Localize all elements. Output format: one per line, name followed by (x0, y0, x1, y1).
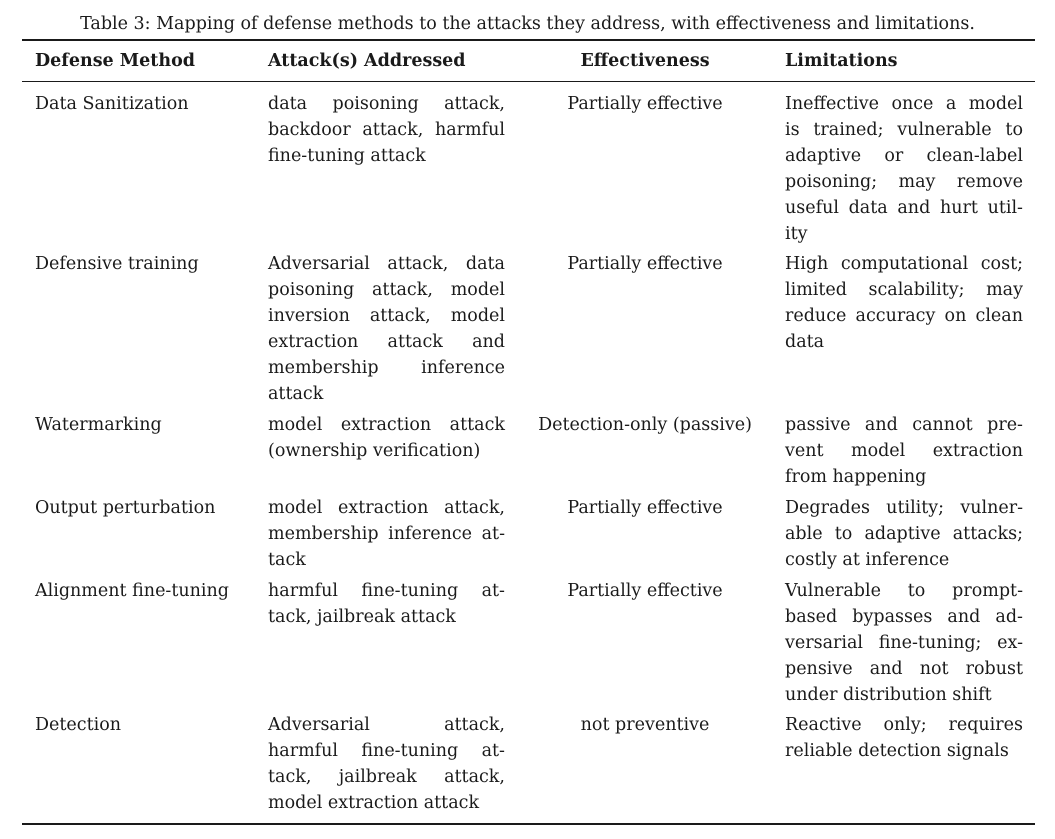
cell-line (785, 412, 1023, 438)
cell-line (268, 251, 505, 277)
word: fine-tuning (361, 741, 459, 761)
word: and (472, 332, 505, 352)
cell-line (268, 117, 505, 143)
word: inversion (268, 306, 350, 326)
word: may (898, 172, 936, 192)
table-caption: Table 3: Mapping of defense methods to the attacks they address, with effectiveness and limitations. (80, 14, 975, 34)
cell-line (785, 495, 1023, 521)
word: prompt- (952, 581, 1023, 601)
word: and (947, 607, 981, 627)
attacks-cell (268, 412, 505, 464)
word: computational (840, 254, 969, 274)
cell-line: costly at inference (785, 550, 950, 570)
word: data (465, 254, 505, 274)
word: model (850, 441, 906, 461)
word: poisoning; (785, 172, 878, 192)
word: is (785, 120, 800, 140)
top-rule (22, 39, 1035, 41)
cell-line (785, 195, 1023, 221)
defense-method-cell: Defensive training (35, 254, 199, 274)
word: not (919, 659, 949, 679)
attacks-cell (268, 578, 505, 630)
word: on (944, 306, 967, 326)
cell-line (785, 438, 1023, 464)
header-effectiveness: Effectiveness (580, 51, 710, 71)
word: vulnerable (897, 120, 992, 140)
cell-line (268, 712, 505, 738)
word: extraction (338, 498, 429, 518)
word: attack, (444, 498, 505, 518)
cell-line (785, 143, 1023, 169)
word: and (897, 198, 931, 218)
word: Vulnerable (785, 581, 881, 601)
word: Adversarial (268, 254, 370, 274)
word: able (785, 524, 823, 544)
word: membership (268, 524, 379, 544)
word: vulner- (960, 498, 1023, 518)
limitations-cell (785, 712, 1023, 764)
word: harmful (268, 741, 339, 761)
word: cost; (980, 254, 1023, 274)
word: based (785, 607, 838, 627)
attacks-cell (268, 495, 505, 573)
word: at- (481, 524, 505, 544)
word: may (986, 280, 1023, 300)
word: model (968, 94, 1023, 114)
word: adaptive (864, 524, 941, 544)
defense-method-cell: Detection (35, 715, 122, 735)
word: extraction (932, 441, 1023, 461)
word: clean (975, 306, 1023, 326)
word: hurt (939, 198, 978, 218)
defense-method-cell: Alignment fine-tuning (35, 581, 229, 601)
defense-method-cell: Watermarking (35, 415, 162, 435)
cell-line (785, 303, 1023, 329)
word: inference (388, 524, 472, 544)
word: and (864, 415, 898, 435)
cell-line: reliable detection signals (785, 741, 1009, 761)
word: or (884, 146, 904, 166)
word: accuracy (855, 306, 936, 326)
header-attacks-addressed: Attack(s) Addressed (268, 51, 466, 71)
word: fine-tuning (361, 581, 459, 601)
word: extraction (340, 415, 432, 435)
word: Degrades (785, 498, 870, 518)
word: and (869, 659, 903, 679)
word: at- (481, 581, 505, 601)
word: attack (449, 415, 505, 435)
word: pensive (785, 659, 853, 679)
word: model (450, 280, 505, 300)
word: model (450, 306, 505, 326)
limitations-cell (785, 251, 1023, 355)
word: attack, (372, 280, 433, 300)
word: once (891, 94, 934, 114)
word: poisoning (332, 94, 419, 114)
word: attacks; (952, 524, 1023, 544)
cell-line (268, 355, 505, 381)
word: fine-tuning; (878, 633, 982, 653)
cell-line: fine-tuning attack (268, 146, 426, 166)
limitations-cell (785, 495, 1023, 573)
word: attack, (387, 254, 449, 274)
bottom-rule (22, 823, 1035, 825)
word: harmful (268, 581, 339, 601)
cell-line: ity (785, 224, 808, 244)
cell-line (268, 738, 505, 764)
word: bypasses (852, 607, 933, 627)
defense-method-cell: Data Sanitization (35, 94, 189, 114)
word: robust (965, 659, 1023, 679)
cell-line: tack, jailbreak attack (268, 607, 456, 627)
cell-line (785, 578, 1023, 604)
word: jailbreak (338, 767, 417, 787)
word: attack, (362, 120, 424, 140)
cell-line: data (785, 332, 825, 352)
word: to (1005, 120, 1023, 140)
word: pre- (987, 415, 1023, 435)
word: utility; (886, 498, 945, 518)
word: model (268, 498, 323, 518)
word: vent (785, 441, 824, 461)
word: harmful (434, 120, 505, 140)
effectiveness-cell: not preventive (580, 715, 710, 735)
header-limitations: Limitations (785, 51, 898, 71)
cell-line (785, 91, 1023, 117)
word: attack (387, 332, 443, 352)
attacks-cell (268, 712, 505, 816)
word: Ineffective (785, 94, 880, 114)
effectiveness-cell: Partially effective (567, 254, 723, 274)
cell-line (268, 91, 505, 117)
cell-line (785, 712, 1023, 738)
word: useful (785, 198, 839, 218)
word: util- (987, 198, 1023, 218)
cell-line: attack (268, 384, 324, 404)
word: to (834, 524, 853, 544)
cell-line (785, 656, 1023, 682)
word: reduce (785, 306, 847, 326)
attacks-cell (268, 251, 505, 407)
cell-line (785, 521, 1023, 547)
header-defense-method: Defense Method (35, 51, 195, 71)
word: Reactive (785, 715, 862, 735)
word: requires (948, 715, 1023, 735)
effectiveness-cell: Detection-only (passive) (538, 415, 752, 435)
word: ex- (997, 633, 1023, 653)
word: tack, (268, 767, 312, 787)
cell-line: tack (268, 550, 306, 570)
word: data (848, 198, 888, 218)
effectiveness-cell: Partially effective (567, 581, 723, 601)
cell-line (268, 521, 505, 547)
cell-line: from happening (785, 467, 927, 487)
defense-method-cell: Output perturbation (35, 498, 216, 518)
word: attack, (369, 306, 431, 326)
word: data (268, 94, 308, 114)
cell-line (785, 169, 1023, 195)
cell-line (268, 277, 505, 303)
word: attack, (444, 767, 505, 787)
limitations-cell (785, 578, 1023, 708)
limitations-cell (785, 412, 1023, 490)
attacks-cell (268, 91, 505, 169)
cell-line (268, 495, 505, 521)
effectiveness-cell: Partially effective (567, 94, 723, 114)
word: attack, (444, 715, 505, 735)
cell-line: (ownership verification) (268, 441, 481, 461)
header-rule (22, 81, 1035, 82)
cell-line (785, 277, 1023, 303)
word: versarial (785, 633, 864, 653)
word: attack, (444, 94, 505, 114)
cell-line: model extraction attack (268, 793, 480, 813)
cell-line (785, 117, 1023, 143)
word: a (945, 94, 957, 114)
word: passive (785, 415, 851, 435)
cell-line: under distribution shift (785, 685, 992, 705)
word: at- (481, 741, 505, 761)
cell-line (268, 578, 505, 604)
word: membership (268, 358, 379, 378)
cell-line (268, 303, 505, 329)
cell-line (785, 604, 1023, 630)
word: only; (883, 715, 927, 735)
word: remove (956, 172, 1023, 192)
word: cannot (912, 415, 973, 435)
word: adaptive (785, 146, 862, 166)
limitations-cell (785, 91, 1023, 247)
word: extraction (268, 332, 359, 352)
cell-line (268, 764, 505, 790)
word: clean-label (926, 146, 1023, 166)
word: Adversarial (268, 715, 370, 735)
word: trained; (813, 120, 884, 140)
word: scalability; (868, 280, 965, 300)
word: inference (421, 358, 505, 378)
word: poisoning (268, 280, 355, 300)
effectiveness-cell: Partially effective (567, 498, 723, 518)
word: model (268, 415, 323, 435)
cell-line (268, 412, 505, 438)
cell-line (268, 329, 505, 355)
word: to (907, 581, 926, 601)
word: limited (785, 280, 847, 300)
word: ad- (995, 607, 1023, 627)
word: High (785, 254, 829, 274)
cell-line (785, 630, 1023, 656)
cell-line (785, 251, 1023, 277)
word: backdoor (268, 120, 351, 140)
